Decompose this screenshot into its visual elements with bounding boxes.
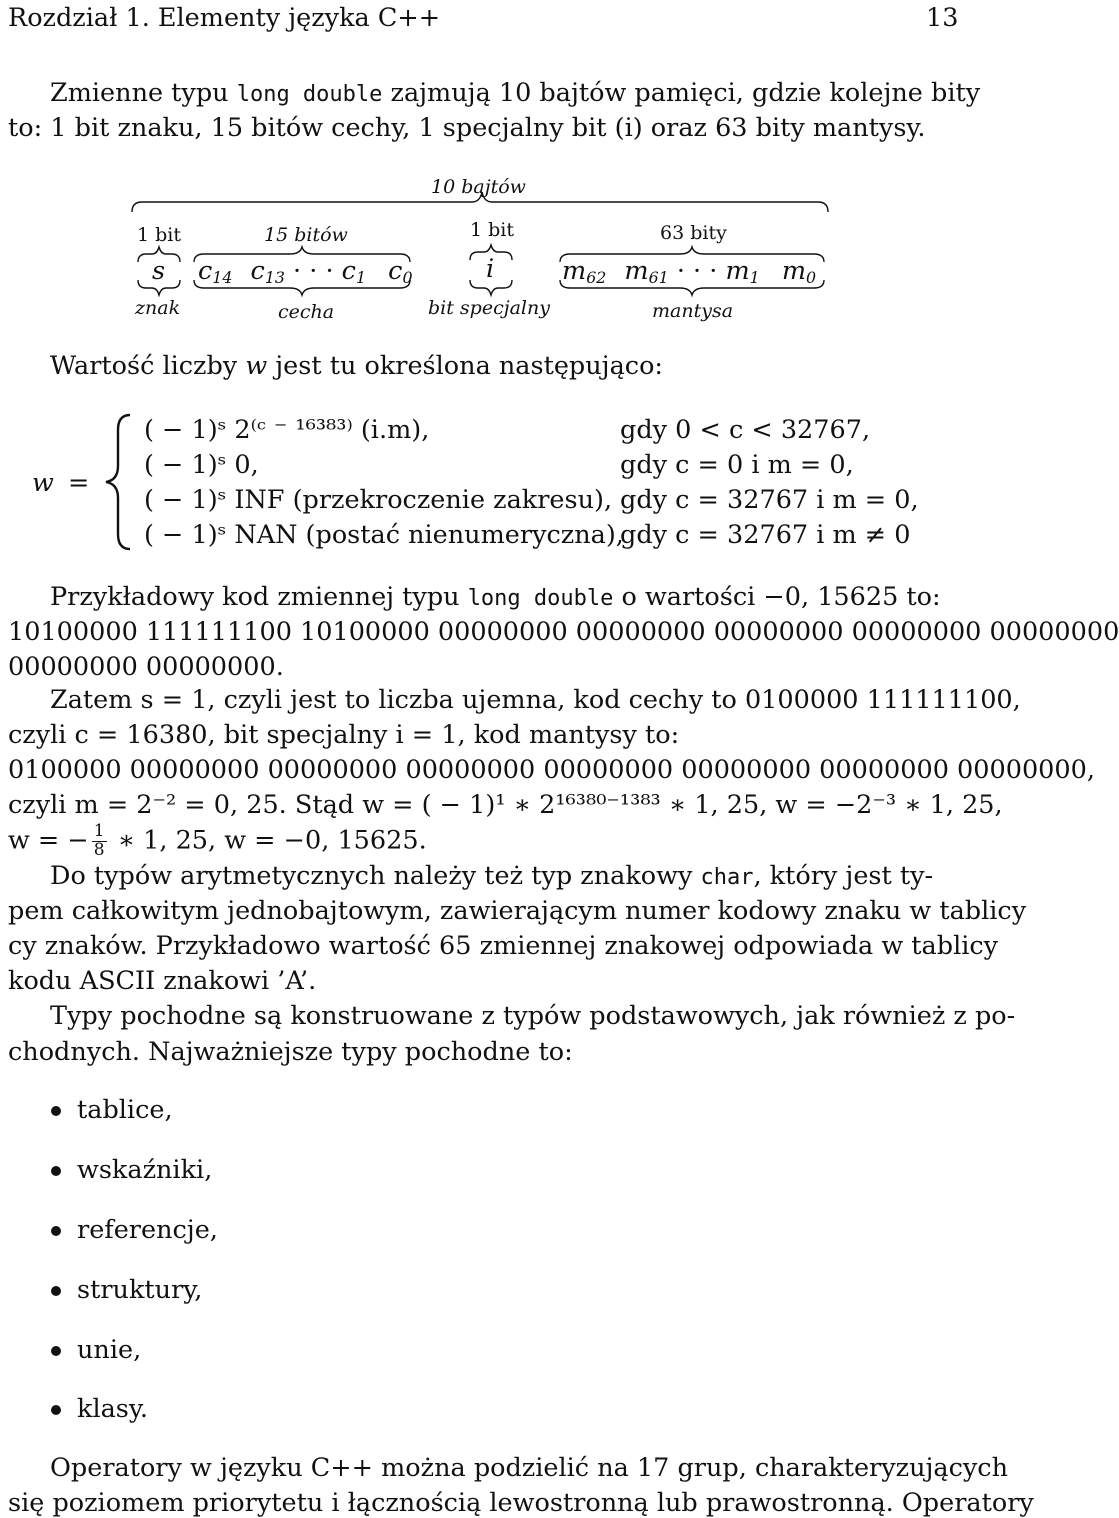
intro-line-2: to: 1 bit znaku, 15 bitów cechy, 1 specjalny bit (i) oraz 63 bity mantysy. [8,113,926,143]
m0-sub: 0 [806,267,817,287]
char-line-1 [50,861,934,891]
list-item-tablice: tablice, [77,1095,173,1125]
fraction-one-eighth [92,823,107,860]
case-2-expr: ( − 1)ˢ 0, [144,450,259,480]
label-exp-15bits: 15 bitów [264,224,348,246]
m1: m [725,256,750,286]
code-long-double-2: long double [467,586,614,611]
c1: c [341,256,356,286]
c13-sub: 13 [264,267,285,287]
operators-line-1: Operatory w języku C++ można podzielić na 17 grup, charakteryzujących [50,1453,1008,1483]
formula-lhs: w [32,468,54,498]
caption-special: bit specjalny [428,297,550,319]
case-3-expr: ( − 1)ˢ INF (przekroczenie zakresu), [144,485,613,515]
derived-line-2: chodnych. Najważniejsze typy pochodne to: [8,1037,573,1067]
c14-sub: 14 [212,267,233,287]
fraction-denominator: 8 [93,839,105,860]
example-l8-a: w = − [8,825,89,856]
case-2-cond: gdy c = 0 i m = 0, [620,450,854,480]
char-line-4: kodu ASCII znakowi ’A’. [8,966,317,996]
list-item-referencje: referencje, [77,1215,218,1245]
m61: m [624,256,649,286]
list-item-wskazniki: wskaźniki, [77,1155,213,1185]
example-line-1 [50,582,941,612]
char-text-a: Do typów arytmetycznych należy też typ znakowy [50,861,701,891]
example-line-8 [8,823,427,860]
example-line-4: Zatem s = 1, czyli jest to liczba ujemna, kod cechy to 0100000 111111100, [50,685,1021,715]
list-item-struktury: struktury, [77,1275,203,1305]
list-item-unie: unie, [77,1335,142,1365]
code-char: char [700,865,754,890]
exp-dots: · · · [293,256,334,286]
m62: m [562,256,587,286]
case-1-expr: ( − 1)ˢ 2⁽ᶜ ⁻ ¹⁶³⁸³⁾ (i.m), [144,415,430,445]
case-3-cond: gdy c = 32767 i m = 0, [620,485,919,515]
formula-eq: = [68,468,90,498]
value-intro-w: w [245,351,268,381]
value-intro-a: Wartość liczby [50,351,246,381]
mant-dots: · · · [676,256,718,286]
fraction-numerator: 1 [93,821,105,841]
top-label-text: 10 bajtów [431,176,526,198]
caption-sign: znak [135,297,181,319]
bullet-icon [51,1106,61,1116]
c13: c [250,256,265,286]
c0: c [388,256,403,286]
running-header: Rozdział 1. Elementy języka C++ [8,3,441,33]
example-bits-line-2: 00000000 00000000. [8,652,284,682]
bullet-icon [51,1405,61,1415]
m0: m [781,256,806,286]
value-intro-b: jest tu określona następująco: [267,351,664,381]
example-line-7: czyli m = 2⁻² = 0, 25. Stąd w = ( − 1)¹ ∗ 2¹⁶³⁸⁰⁻¹³⁸³ ∗ 1, 25, w = −2⁻³ ∗ 1, 25, [8,790,1003,820]
left-brace [100,410,140,555]
sign-symbol: s [152,256,166,286]
label-10-bytes [431,176,526,198]
label-mantissa-63bits: 63 bity [660,222,727,244]
char-text-b: , który jest ty- [753,861,934,891]
value-intro [50,351,664,381]
case-1-cond: gdy 0 < c < 32767, [620,415,871,445]
c14: c [198,256,213,286]
operators-line-2: się poziomem priorytetu i łącznością lewostronną lub prawostronną. Operatory [8,1488,1034,1518]
example-text-a: Przykładowy kod zmiennej typu [50,582,468,612]
c1-sub: 1 [355,267,367,287]
m1-sub: 1 [749,267,760,287]
special-symbol: i [486,254,495,284]
example-line-5: czyli c = 16380, bit specjalny i = 1, kod mantysy to: [8,720,680,750]
char-line-2: pem całkowitym jednobajtowym, zawierającym numer kodowy znaku w tablicy [8,896,1027,926]
char-line-3: cy znaków. Przykładowo wartość 65 zmiennej znakowej odpowiada w tablicy [8,931,999,961]
intro-text-2: zajmują 10 bajtów pamięci, gdzie kolejne bity [382,78,981,108]
m61-sub: 61 [648,267,669,287]
label-special-1bit: 1 bit [470,219,515,241]
code-long-double: long double [236,82,383,107]
exponent-bits [198,256,413,287]
case-4-expr: ( − 1)ˢ NAN (postać nienumeryczna), [144,520,624,550]
example-bits-line-1: 10100000 111111100 10100000 00000000 00000000 00000000 00000000 00000000 [8,617,1119,647]
caption-mantissa: mantysa [652,300,734,322]
c0-sub: 0 [402,267,413,287]
example-text-b: o wartości −0, 15625 to: [613,582,941,612]
bullet-icon [51,1346,61,1356]
intro-text: Zmienne typu [50,78,237,108]
example-l8-b: ∗ 1, 25, w = −0, 15625. [109,825,427,856]
bullet-icon [51,1226,61,1236]
mantissa-bits [562,256,817,287]
list-item-klasy: klasy. [77,1394,149,1424]
label-sign-1bit: 1 bit [137,224,182,246]
intro-line-1 [50,78,981,108]
m62-sub: 62 [586,267,607,287]
bullet-icon [51,1166,61,1176]
caption-exponent: cecha [278,301,335,323]
case-4-cond: gdy c = 32767 i m ≠ 0 [620,520,911,550]
example-line-6: 0100000 00000000 00000000 00000000 00000000 00000000 00000000 00000000, [8,755,1095,785]
page-number: 13 [926,3,959,33]
bullet-icon [51,1286,61,1296]
derived-line-1: Typy pochodne są konstruowane z typów podstawowych, jak również z po- [50,1001,1016,1031]
